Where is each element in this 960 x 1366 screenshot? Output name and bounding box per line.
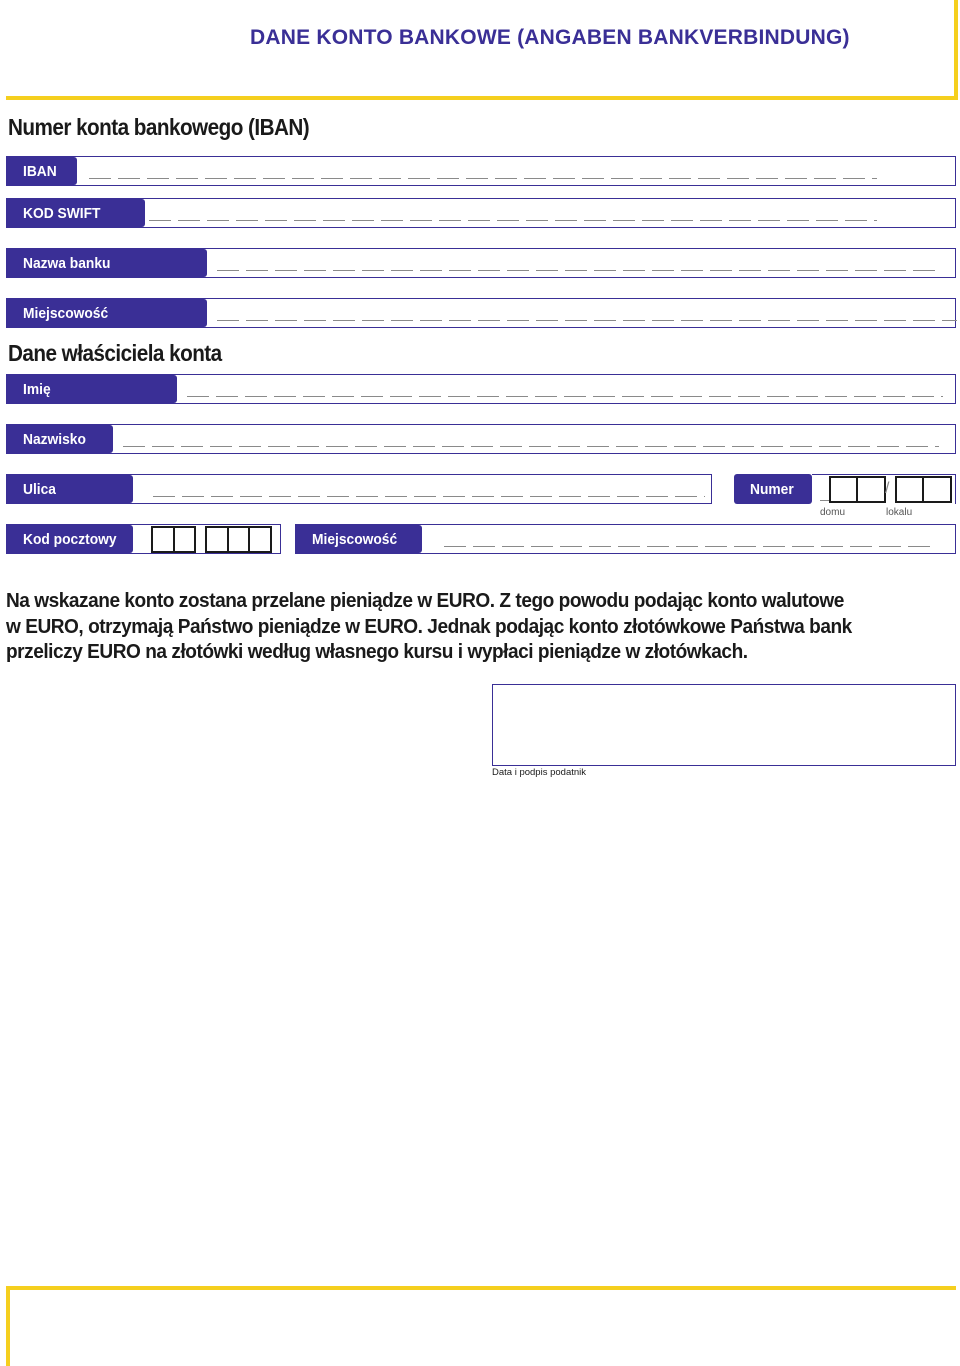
flat-caption: lokalu (886, 507, 913, 518)
iban-input-line[interactable] (89, 178, 877, 179)
page-header-title: DANE KONTO BANKOWE (ANGABEN BANKVERBINDUNG) (250, 26, 850, 49)
header-right-border (954, 0, 958, 100)
street-label: Ulica (7, 475, 133, 503)
bank-city-input-line[interactable] (217, 320, 957, 321)
number-right-border (812, 474, 956, 475)
number-slash: / (885, 480, 890, 497)
bank-city-field[interactable] (6, 298, 956, 328)
swift-input-line[interactable] (149, 220, 877, 221)
bank-name-field[interactable] (6, 248, 956, 278)
bank-city-label: Miejscowość (7, 299, 207, 327)
bank-name-label: Nazwa banku (7, 249, 207, 277)
signature-caption: Data i podpis podatnik (492, 767, 587, 778)
notice-line-3: przeliczy EURO na złotówki według własnego kursu i wypłaci pieniądze w złotówkach. (6, 640, 748, 663)
postal-code-box-2[interactable] (173, 526, 196, 553)
last-name-field[interactable] (6, 424, 956, 454)
notice-line-1: Na wskazane konto zostana przelane pieniądze w EURO. Z tego powodu podając konto walutowe (6, 589, 844, 612)
owner-section-title: Dane właściciela konta (8, 340, 222, 366)
bank-name-input-line[interactable] (217, 270, 939, 271)
owner-city-label: Miejscowość (296, 525, 422, 553)
postal-code-box-1[interactable] (151, 526, 175, 553)
flat-number-box-2[interactable] (922, 476, 952, 503)
first-name-label: Imię (7, 375, 177, 403)
postal-code-label: Kod pocztowy (7, 525, 133, 553)
signature-box[interactable] (492, 684, 956, 766)
notice-paragraph (6, 588, 946, 665)
last-name-input-line[interactable] (123, 446, 939, 447)
first-name-field[interactable] (6, 374, 956, 404)
house-number-box-1[interactable] (829, 476, 858, 503)
house-caption: domu (820, 507, 846, 518)
iban-label: IBAN (7, 157, 77, 185)
postal-code-box-5[interactable] (248, 526, 272, 553)
first-name-input-line[interactable] (187, 396, 943, 397)
postal-code-box-3[interactable] (205, 526, 229, 553)
number-right-border-v (955, 474, 956, 504)
number-label: Numer (734, 474, 812, 504)
owner-city-field[interactable] (295, 524, 956, 554)
flat-number-box-1[interactable] (895, 476, 924, 503)
street-field[interactable] (6, 474, 712, 504)
footer-left-border (6, 1286, 10, 1366)
street-input-line[interactable] (153, 496, 705, 497)
last-name-label: Nazwisko (7, 425, 113, 453)
iban-field[interactable] (6, 156, 956, 186)
footer-divider (6, 1286, 956, 1290)
postal-code-box-4[interactable] (227, 526, 250, 553)
owner-city-input-line[interactable] (444, 546, 934, 547)
notice-line-2: w EURO, otrzymają Państwo pieniądze w EURO. Jednak podając konto złotówkowe Państwa bank (6, 614, 852, 638)
swift-label: KOD SWIFT (7, 199, 145, 227)
swift-field[interactable] (6, 198, 956, 228)
header-divider (6, 96, 958, 100)
bank-section-title: Numer konta bankowego (IBAN) (8, 114, 310, 140)
house-number-box-2[interactable] (856, 476, 886, 503)
